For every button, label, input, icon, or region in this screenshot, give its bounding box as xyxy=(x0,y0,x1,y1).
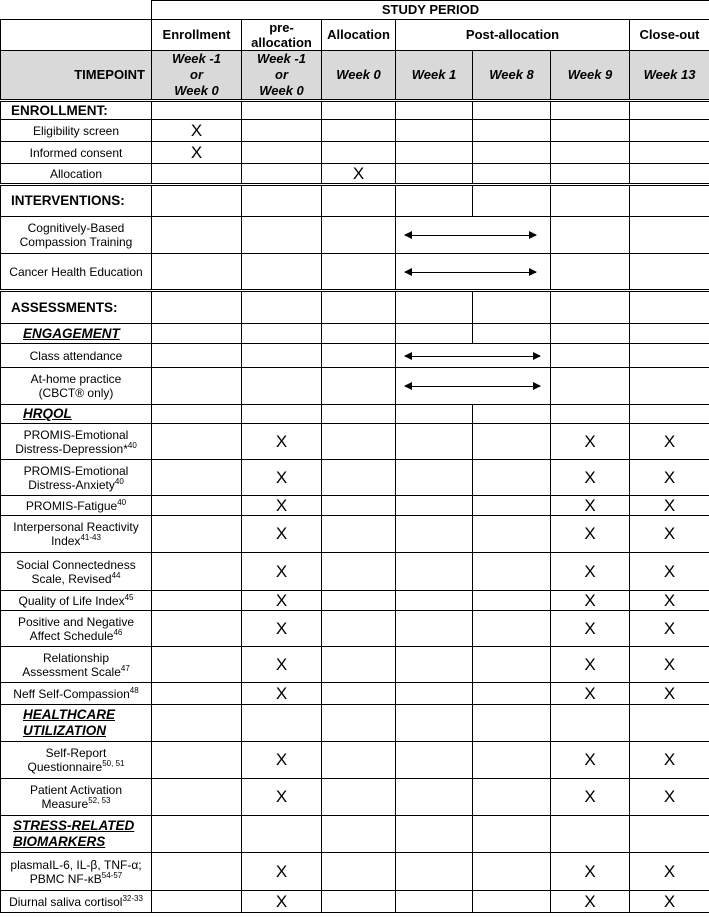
subsection-engagement-row xyxy=(1,324,709,344)
section-interventions: INTERVENTIONS: xyxy=(1,185,152,217)
phase-post-allocation: Post-allocation xyxy=(396,20,630,51)
mark-x: X xyxy=(242,779,322,816)
mark-x: X xyxy=(152,142,242,164)
table-row xyxy=(1,254,709,291)
mark-x: X xyxy=(551,611,630,647)
table-row xyxy=(1,742,709,779)
che-duration-arrow xyxy=(396,254,551,291)
mark-x: X xyxy=(242,516,322,553)
table-row xyxy=(1,611,709,647)
table-row xyxy=(1,120,709,142)
timepoint-row xyxy=(1,51,709,101)
row-label-qli: Quality of Life Index$^{45}$ xyxy=(1,591,152,611)
mark-x: X xyxy=(551,424,630,460)
phase-row xyxy=(1,20,709,51)
mark-x: X xyxy=(630,647,709,683)
mark-x: X xyxy=(152,120,242,142)
subsection-stress: STRESS-RELATED BIOMARKERS xyxy=(1,816,152,853)
subsection-engagement: ENGAGEMENT xyxy=(1,324,152,344)
mark-x: X xyxy=(551,460,630,496)
mark-x: X xyxy=(630,779,709,816)
mark-x: X xyxy=(551,647,630,683)
mark-x: X xyxy=(242,591,322,611)
subsection-hrqol: HRQOL xyxy=(1,405,152,424)
mark-x: X xyxy=(242,647,322,683)
row-label-consent: Informed consent xyxy=(1,142,152,164)
section-interventions-row xyxy=(1,185,709,217)
section-enrollment: ENROLLMENT: xyxy=(1,101,152,120)
section-assessments: ASSESSMENTS: xyxy=(1,291,152,324)
double-arrow-icon xyxy=(405,356,540,357)
section-enrollment-row xyxy=(1,101,709,120)
subsection-healthcare-row xyxy=(1,705,709,742)
mark-x: X xyxy=(630,891,709,913)
table-row xyxy=(1,424,709,460)
mark-x: X xyxy=(551,496,630,516)
table-row xyxy=(1,516,709,553)
row-label-che: Cancer Health Education xyxy=(1,254,152,291)
timepoint-4: Week 1 xyxy=(396,51,473,101)
table-row xyxy=(1,368,709,405)
table-row xyxy=(1,142,709,164)
mark-x: X xyxy=(242,460,322,496)
subsection-hrqol-row xyxy=(1,405,709,424)
mark-x: X xyxy=(242,891,322,913)
timepoint-7: Week 13 xyxy=(630,51,709,101)
mark-x: X xyxy=(551,742,630,779)
mark-x: X xyxy=(630,742,709,779)
double-arrow-icon xyxy=(405,272,536,273)
row-label-attendance: Class attendance xyxy=(1,344,152,368)
mark-x: X xyxy=(551,591,630,611)
mark-x: X xyxy=(551,516,630,553)
mark-x: X xyxy=(242,742,322,779)
mark-x: X xyxy=(630,853,709,891)
timepoint-3: Week 0 xyxy=(322,51,396,101)
mark-x: X xyxy=(242,553,322,591)
mark-x: X xyxy=(551,779,630,816)
row-label-plasma: plasmaIL-6, IL-β, TNF-α; PBMC $NF-\kappa B^{54-57}$ xyxy=(1,853,152,891)
mark-x: X xyxy=(551,891,630,913)
row-label-allocation: Allocation xyxy=(1,164,152,185)
timepoint-1: Week -1 or Week 0 xyxy=(152,51,242,101)
row-label-athome: At-home practice (CBCT® only) xyxy=(1,368,152,405)
mark-x: X xyxy=(551,553,630,591)
cbct-duration-arrow xyxy=(396,217,551,254)
timepoint-label: TIMEPOINT xyxy=(1,51,152,101)
mark-x: X xyxy=(242,611,322,647)
mark-x: X xyxy=(551,683,630,705)
double-arrow-icon xyxy=(405,386,540,387)
mark-x: X xyxy=(630,553,709,591)
table-row xyxy=(1,553,709,591)
athome-duration-arrow xyxy=(396,368,551,405)
attendance-duration-arrow xyxy=(396,344,551,368)
row-label-promis-fat: PROMIS-Fatigue$^{40}$ xyxy=(1,496,152,516)
mark-x: X xyxy=(322,164,396,185)
mark-x: X xyxy=(630,683,709,705)
subsection-stress-row xyxy=(1,816,709,853)
row-label-cbct: Cognitively-Based Compassion Training xyxy=(1,217,152,254)
table-row xyxy=(1,217,709,254)
table-row xyxy=(1,496,709,516)
study-period-row xyxy=(1,1,709,20)
table-row xyxy=(1,460,709,496)
double-arrow-icon xyxy=(405,235,536,236)
phase-closeout: Close-out xyxy=(630,20,709,51)
row-label-promis-dep: PROMIS-Emotional Distress-Depression*$^{40}$ xyxy=(1,424,152,460)
mark-x: X xyxy=(242,496,322,516)
row-label-cortisol: Diurnal saliva cortisol$^{32-33}$ xyxy=(1,891,152,913)
row-label-iri: Interpersonal Reactivity Index$^{41-43}$ xyxy=(1,516,152,553)
table-row xyxy=(1,164,709,185)
mark-x: X xyxy=(630,496,709,516)
table-row xyxy=(1,779,709,816)
mark-x: X xyxy=(551,853,630,891)
phase-allocation: Allocation xyxy=(322,20,396,51)
row-label-srq: Self-Report Questionnaire$^{50, 51}$ xyxy=(1,742,152,779)
timepoint-2: Week -1 or Week 0 xyxy=(242,51,322,101)
row-label-ras: Relationship Assessment Scale$^{47}$ xyxy=(1,647,152,683)
mark-x: X xyxy=(630,591,709,611)
table-row xyxy=(1,647,709,683)
table-row xyxy=(1,683,709,705)
table-row xyxy=(1,853,709,891)
mark-x: X xyxy=(242,424,322,460)
timepoint-5: Week 8 xyxy=(473,51,551,101)
row-label-neff: Neff Self-Compassion$^{48}$ xyxy=(1,683,152,705)
mark-x: X xyxy=(630,516,709,553)
row-label-scs: Social Connectedness Scale, Revised$^{44}$ xyxy=(1,553,152,591)
phase-preallocation: pre- allocation xyxy=(242,20,322,51)
subsection-healthcare: HEALTHCARE UTILIZATION xyxy=(1,705,152,742)
mark-x: X xyxy=(242,683,322,705)
phase-enrollment: Enrollment xyxy=(152,20,242,51)
mark-x: X xyxy=(630,460,709,496)
row-label-promis-anx: PROMIS-Emotional Distress-Anxiety$^{40}$ xyxy=(1,460,152,496)
table-row xyxy=(1,891,709,913)
table-row xyxy=(1,591,709,611)
mark-x: X xyxy=(630,611,709,647)
row-label-eligibility: Eligibility screen xyxy=(1,120,152,142)
mark-x: X xyxy=(242,853,322,891)
mark-x: X xyxy=(630,424,709,460)
row-label-pam: Patient Activation Measure$^{52, 53}$ xyxy=(1,779,152,816)
row-label-panas: Positive and Negative Affect Schedule$^{46}$ xyxy=(1,611,152,647)
table-row xyxy=(1,344,709,368)
timepoint-6: Week 9 xyxy=(551,51,630,101)
study-period-title: STUDY PERIOD xyxy=(152,1,709,20)
section-assessments-row xyxy=(1,291,709,324)
